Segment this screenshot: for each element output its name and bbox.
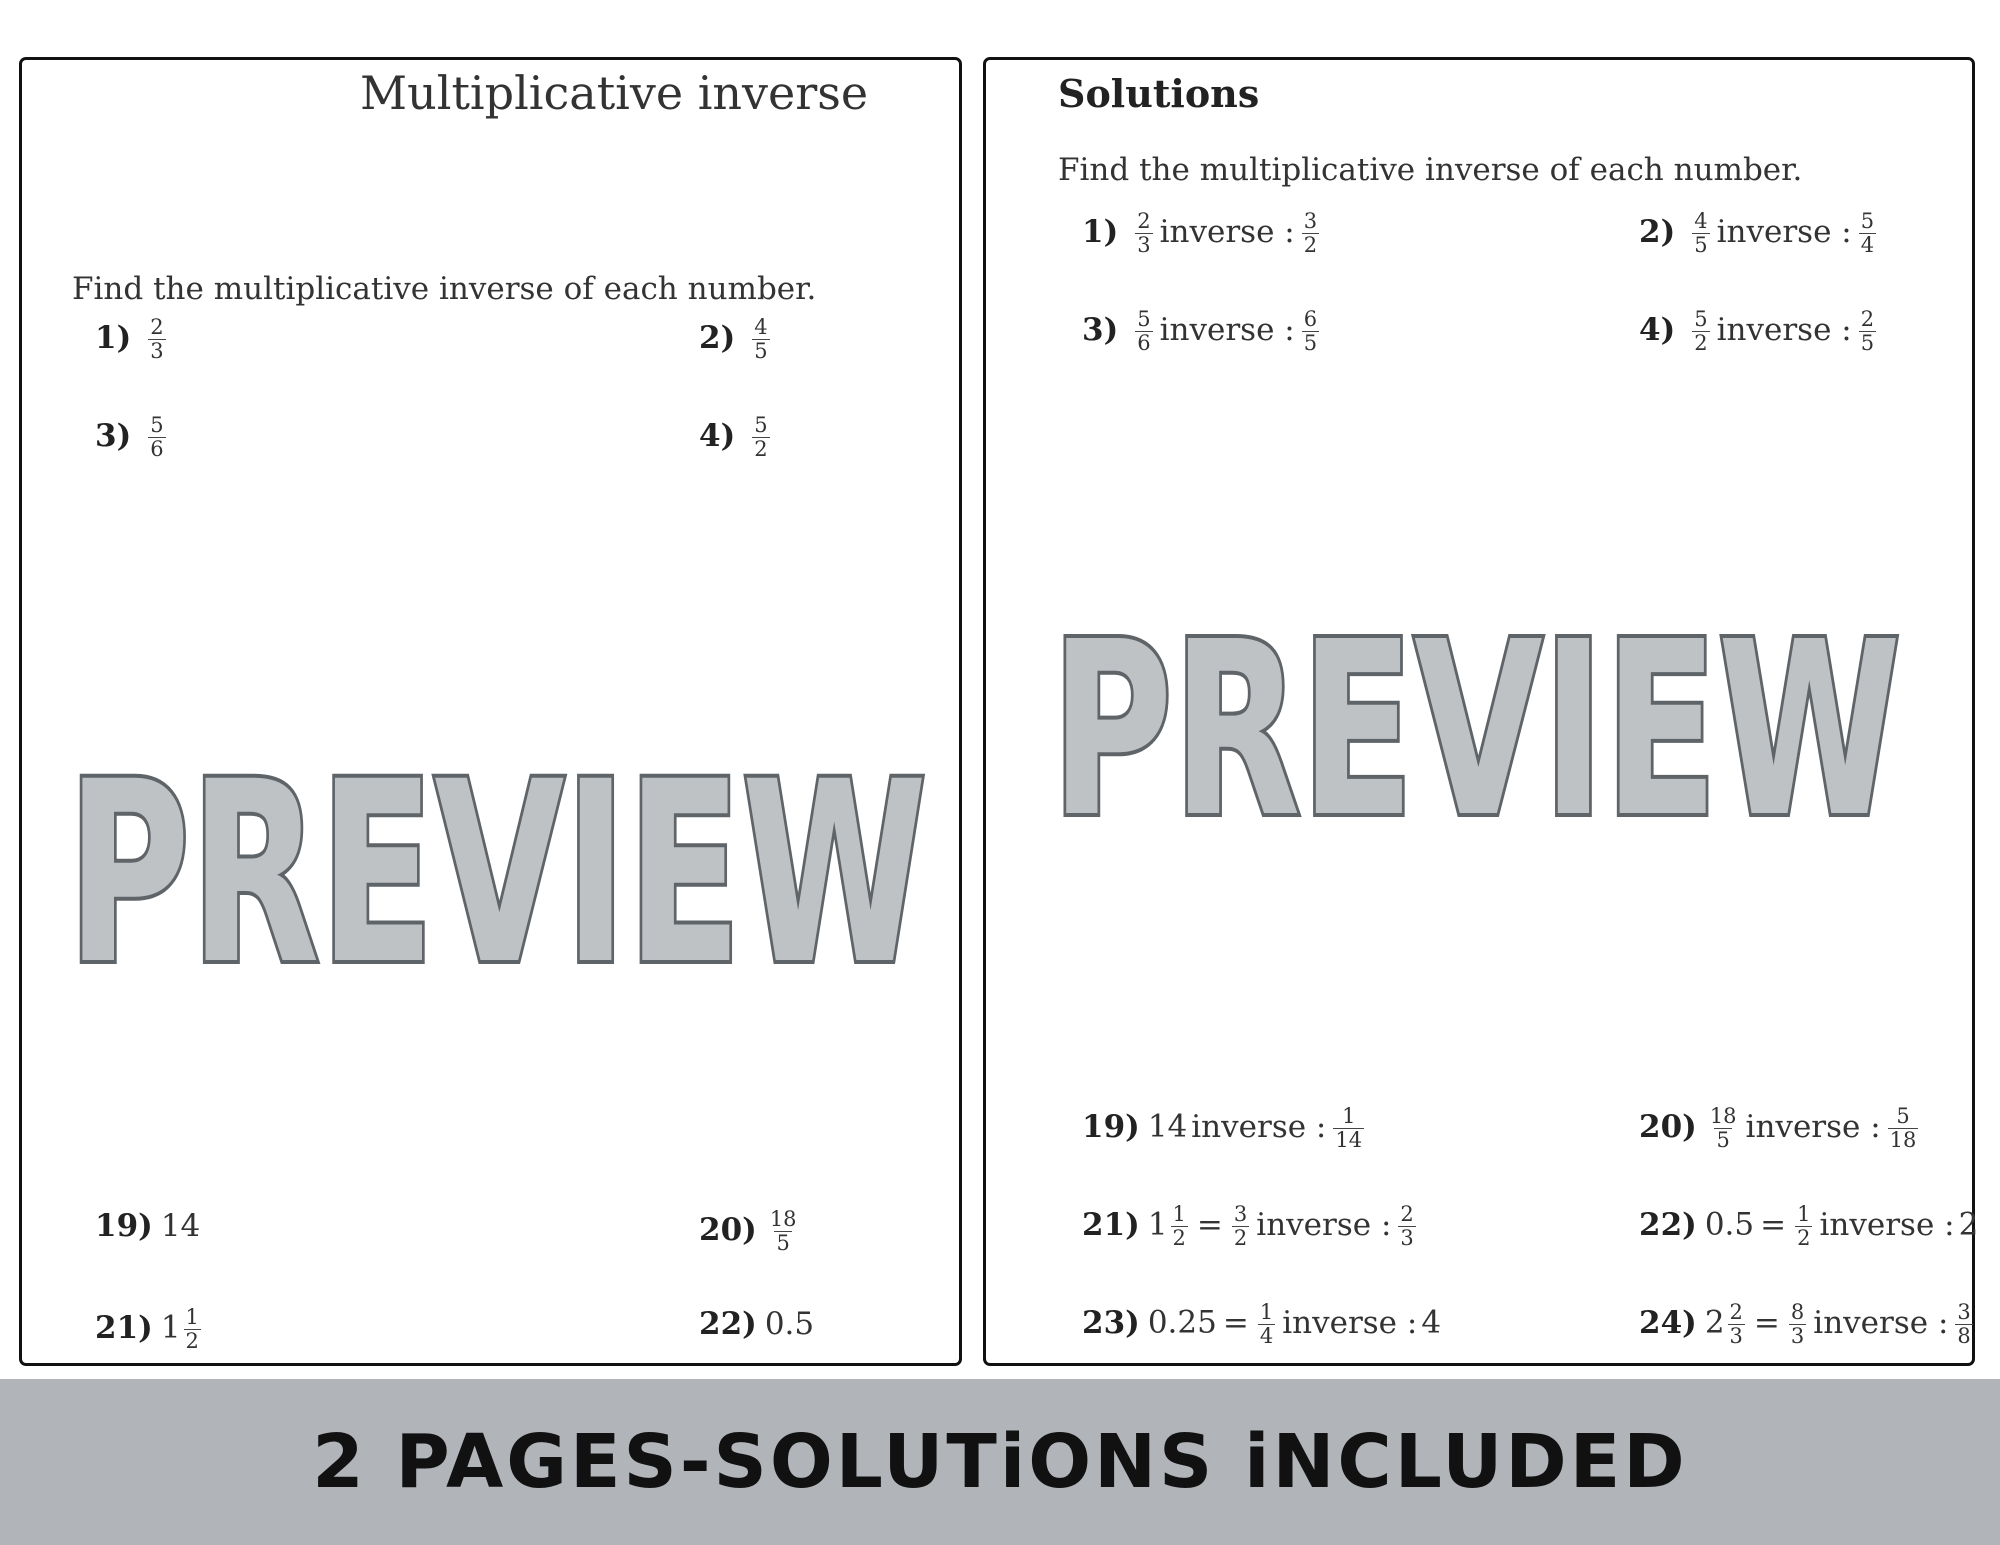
problem-4: 4) $\frac{5}{2}$ [699,413,768,461]
solution-20: 20) $\frac{18}{5}$ inverse : $\frac{5}{18}$ [1639,1104,1917,1152]
problem-19: 19) 14 [95,1208,201,1244]
solution-24: 24) 2 $\frac{2}{3}$ = $\frac{8}{3}$ inverse : $\frac{3}{8}$ [1639,1300,1971,1348]
problem-3: 3) $\frac{5}{6}$ [95,413,164,461]
fraction: $\frac{1}{2}$ [185,1305,199,1353]
preview-watermark [47,720,947,1019]
solution-19: 19) 14 inverse : $\frac{1}{14}$ [1082,1104,1363,1152]
solution-21: 21) 1 $\frac{1}{2}$ = $\frac{3}{2}$ inverse : $\frac{2}{3}$ [1082,1202,1414,1250]
problem-22: 22) 0.5 [699,1306,815,1342]
problem-21: 21) 1 $\frac{1}{2}$ [95,1305,199,1353]
solution-23: 23) 0.25 = $\frac{1}{4}$ inverse : 4 [1082,1300,1442,1348]
problem-1: 1) $\frac{2}{3}$ [95,315,164,363]
fraction: $\frac{5}{2}$ [754,413,768,461]
solution-1: 1) $\frac{2}{3}$ inverse : $\frac{3}{2}$ [1082,209,1318,257]
solutions-page [983,57,1979,1366]
svg-text:PREVIEW: PREVIEW [67,728,927,1019]
fraction: $\frac{18}{5}$ [769,1207,797,1255]
fraction: $\frac{2}{3}$ [150,315,164,363]
worksheet-title: Multiplicative inverse [360,66,869,120]
solution-22: 22) 0.5 = $\frac{1}{2}$ inverse : 2 [1639,1202,1979,1250]
problem-20: 20) $\frac{18}{5}$ [699,1207,797,1255]
solution-4: 4) $\frac{5}{2}$ inverse : $\frac{2}{5}$ [1639,307,1875,355]
solution-2: 2) $\frac{4}{5}$ inverse : $\frac{5}{4}$ [1639,209,1875,257]
fraction: $\frac{4}{5}$ [754,315,768,363]
footer-banner [0,1379,2000,1545]
solutions-instruction: Find the multiplicative inverse of each number. [1058,152,1803,188]
solutions-title: Solutions [1058,71,1260,116]
preview-watermark [1041,578,1911,870]
footer-caption: 2 PAGES-SOLUTiONS iNCLUDED [312,1419,1688,1505]
worksheet-instruction: Find the multiplicative inverse of each number. [72,271,817,307]
worksheet-page [19,57,962,1366]
problem-2: 2) $\frac{4}{5}$ [699,315,768,363]
fraction: $\frac{5}{6}$ [150,413,164,461]
solution-3: 3) $\frac{5}{6}$ inverse : $\frac{6}{5}$ [1082,307,1318,355]
svg-text:PREVIEW: PREVIEW [1051,590,1901,870]
